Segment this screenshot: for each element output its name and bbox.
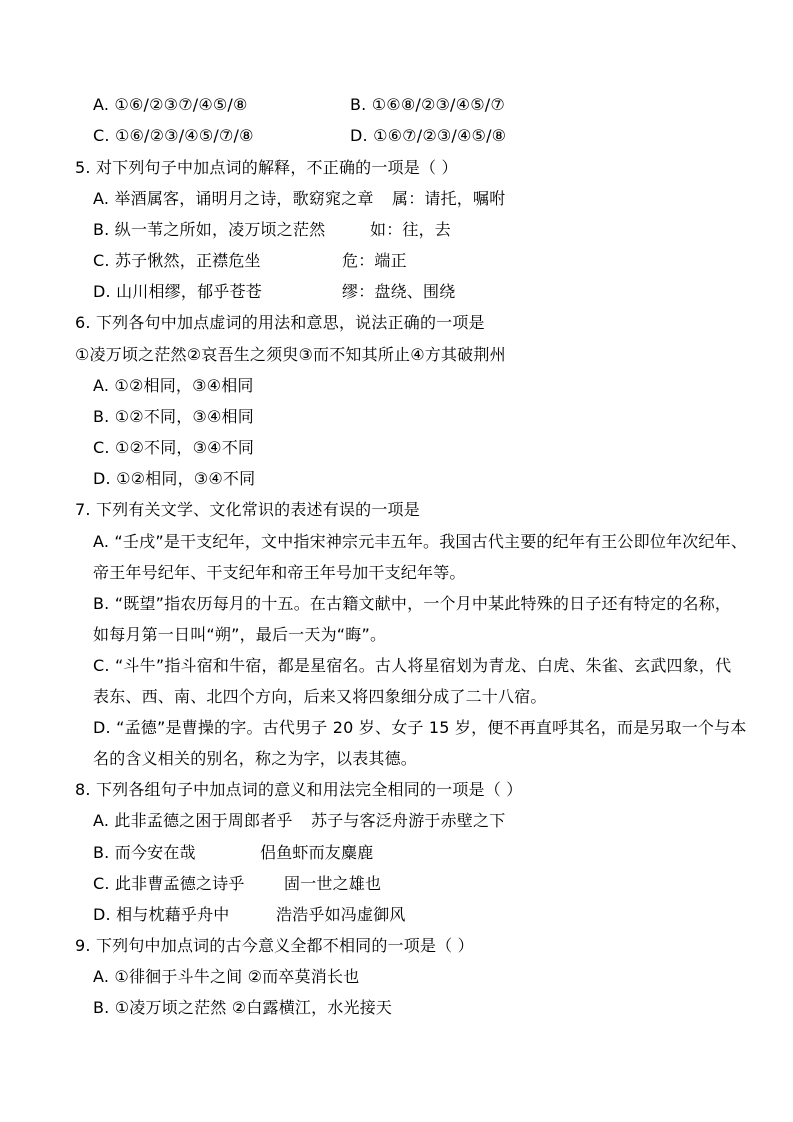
q8-option-c-part2: 固一世之雄也 [284, 874, 382, 893]
q8-option-a-part1: A. 此非孟德之困于周郎者乎 [93, 811, 293, 830]
q8-stem: 8. 下列各组句子中加点词的意义和用法完全相同的一项是（ ） [75, 780, 523, 799]
q4-option-a: A. ①⑥/②③⑦/④⑤/⑧ [93, 95, 248, 114]
q7-option-d-line2: 名的含义相关的别名，称之为字，以表其德。 [93, 749, 418, 768]
q9-option-b: B. ①凌万顷之茫然 ②白露横江，水光接天 [93, 998, 393, 1017]
q8-option-b-part2: 侣鱼虾而友麋鹿 [260, 843, 374, 862]
q9-stem: 9. 下列句中加点词的古今意义全都不相同的一项是（ ） [75, 936, 474, 955]
q8-option-a-part2: 苏子与客泛舟游于赤壁之下 [311, 811, 506, 830]
q6-sentences: ①凌万顷之茫然②哀吾生之须臾③而不知其所止④方其破荆州 [75, 345, 506, 364]
q7-option-c-line2: 表东、西、南、北四个方向，后来又将四象细分成了二十八宿。 [93, 687, 547, 706]
q5-option-b: B. 纵一苇之所如，凌万顷之茫然 [93, 220, 326, 239]
q7-option-a-line1: A. “壬戌”是干支纪年，文中指宋神宗元丰五年。我国古代主要的纪年有王公即位年次纪年、 [93, 532, 748, 551]
q8-option-d-part1: D. 相与枕藉乎舟中 [93, 905, 230, 924]
q7-option-c-line1: C. “斗牛”指斗宿和牛宿，都是星宿名。古人将星宿划为青龙、白虎、朱雀、玄武四象，代 [93, 656, 732, 675]
q5-option-c: C. 苏子愀然，正襟危坐 [93, 251, 261, 270]
q8-option-d-part2: 浩浩乎如冯虚御风 [276, 905, 406, 924]
q6-option-a: A. ①②相同，③④相同 [93, 376, 254, 395]
q5-option-a: A. 举酒属客，诵明月之诗，歌窈窕之章 [93, 189, 374, 208]
q5-option-d: D. 山川相缪，郁乎苍苍 [93, 282, 262, 301]
q5-option-b-note: 如：往，去 [370, 220, 452, 239]
q8-option-c-part1: C. 此非曹孟德之诗乎 [93, 874, 245, 893]
q4-option-b: B. ①⑥⑧/②③/④⑤/⑦ [350, 95, 505, 114]
q5-stem: 5. 对下列句子中加点词的解释，不正确的一项是（ ） [75, 158, 458, 177]
q7-option-a-line2: 帝王年号纪年、干支纪年和帝王年号加干支纪年等。 [93, 563, 466, 582]
q6-option-d: D. ①②相同，③④不同 [93, 469, 256, 488]
q6-stem: 6. 下列各句中加点虚词的用法和意思，说法正确的一项是 [75, 313, 485, 332]
q5-option-d-note: 缪：盘绕、围绕 [342, 282, 456, 301]
q7-stem: 7. 下列有关文学、文化常识的表述有误的一项是 [75, 500, 420, 519]
q7-option-b-line1: B. “既望”指农历每月的十五。在古籍文献中，一个月中某此特殊的日子还有特定的名称， [93, 594, 732, 613]
q5-option-a-note: 属：请托，嘱咐 [392, 189, 506, 208]
q6-option-c: C. ①②不同，③④不同 [93, 438, 255, 457]
q7-option-b-line2: 如每月第一日叫“朔”，最后一天为“晦”。 [93, 625, 387, 644]
q6-option-b: B. ①②不同，③④相同 [93, 407, 254, 426]
q4-option-c: C. ①⑥/②③/④⑤/⑦/⑧ [93, 126, 254, 145]
q7-option-d-line1: D. “孟德”是曹操的字。古代男子 20 岁、女子 15 岁，便不再直呼其名，而是另取一个与本 [93, 718, 747, 737]
q9-option-a: A. ①徘徊于斗牛之间 ②而卒莫消长也 [93, 967, 360, 986]
q5-option-c-note: 危：端正 [342, 251, 407, 270]
q4-option-d: D. ①⑥⑦/②③/④⑤/⑧ [350, 126, 507, 145]
q8-option-b-part1: B. 而今安在哉 [93, 843, 196, 862]
